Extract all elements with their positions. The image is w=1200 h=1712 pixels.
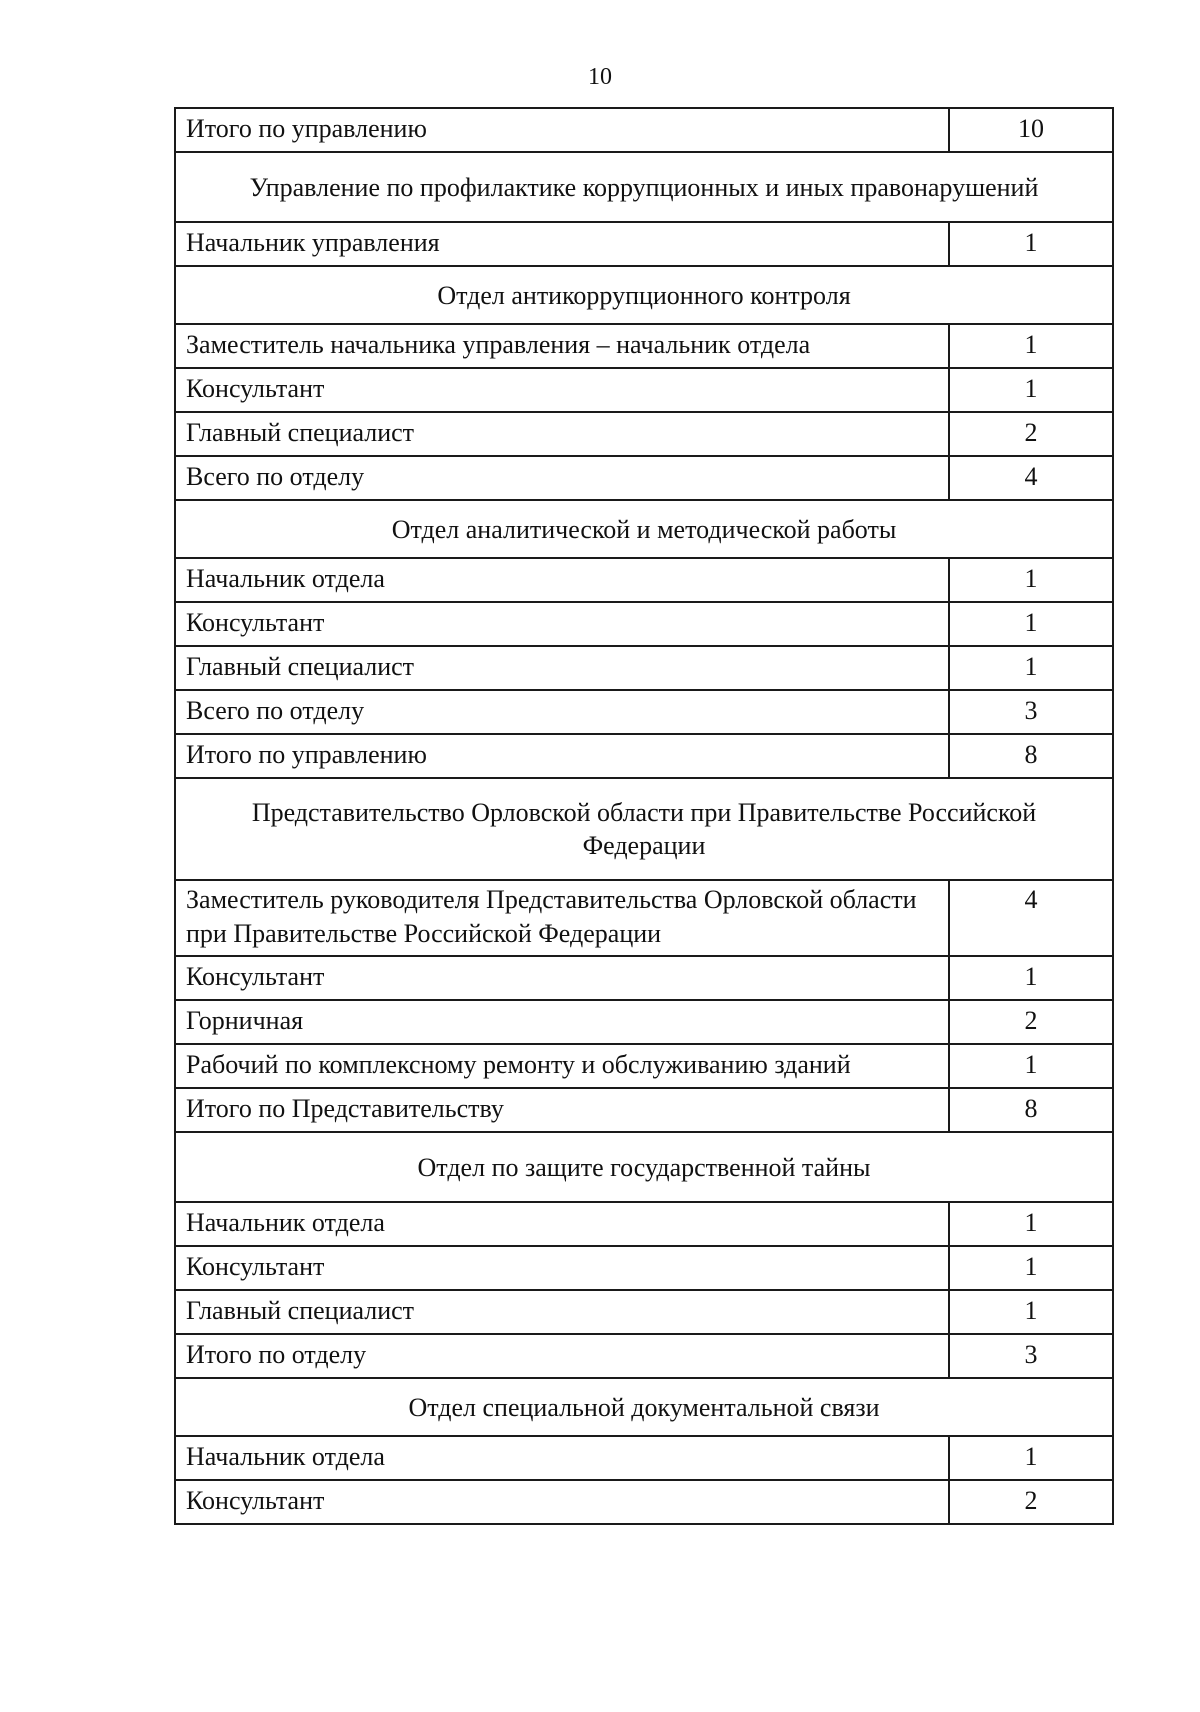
- section-title: Отдел специальной документальной связи: [175, 1378, 1113, 1436]
- position-cell: Консультант: [175, 1246, 949, 1290]
- table-row: [175, 1246, 1113, 1290]
- count-cell: 1: [949, 1436, 1113, 1480]
- table-row: [175, 880, 1113, 956]
- table-row: [175, 1290, 1113, 1334]
- count-cell: 1: [949, 558, 1113, 602]
- count-cell: 1: [949, 222, 1113, 266]
- section-title: Представительство Орловской области при Правительстве Российской Федерации: [175, 778, 1113, 880]
- section-title: Отдел антикоррупционного контроля: [175, 266, 1113, 324]
- count-cell: 1: [949, 1290, 1113, 1334]
- position-cell: Главный специалист: [175, 1290, 949, 1334]
- count-cell: 1: [949, 1202, 1113, 1246]
- count-cell: 4: [949, 456, 1113, 500]
- position-cell: Начальник отдела: [175, 1202, 949, 1246]
- count-cell: 3: [949, 1334, 1113, 1378]
- position-cell: Начальник управления: [175, 222, 949, 266]
- count-cell: 8: [949, 1088, 1113, 1132]
- position-cell: Итого по управлению: [175, 734, 949, 778]
- position-cell: Начальник отдела: [175, 1436, 949, 1480]
- count-cell: 1: [949, 368, 1113, 412]
- position-cell: Всего по отделу: [175, 456, 949, 500]
- section-header-row: [175, 152, 1113, 222]
- staffing-table-body: [175, 108, 1113, 1524]
- position-cell: Начальник отдела: [175, 558, 949, 602]
- position-cell: Всего по отделу: [175, 690, 949, 734]
- table-row: [175, 456, 1113, 500]
- table-row: [175, 1044, 1113, 1088]
- section-header-row: [175, 500, 1113, 558]
- table-row: [175, 222, 1113, 266]
- section-header-row: [175, 1378, 1113, 1436]
- count-cell: 2: [949, 1000, 1113, 1044]
- count-cell: 2: [949, 412, 1113, 456]
- page-number: 10: [588, 64, 612, 90]
- table-row: [175, 646, 1113, 690]
- position-cell: Главный специалист: [175, 646, 949, 690]
- count-cell: 1: [949, 602, 1113, 646]
- count-cell: 3: [949, 690, 1113, 734]
- table-row: [175, 108, 1113, 152]
- count-cell: 1: [949, 1044, 1113, 1088]
- table-row: [175, 602, 1113, 646]
- count-cell: 1: [949, 324, 1113, 368]
- count-cell: 1: [949, 646, 1113, 690]
- position-cell: Рабочий по комплексному ремонту и обслуживанию зданий: [175, 1044, 949, 1088]
- position-cell: Консультант: [175, 368, 949, 412]
- position-cell: Главный специалист: [175, 412, 949, 456]
- section-header-row: [175, 778, 1113, 880]
- position-cell: Заместитель руководителя Представительства Орловской области при Правительстве Российской Федерации: [175, 880, 949, 956]
- count-cell: 1: [949, 956, 1113, 1000]
- section-header-row: [175, 266, 1113, 324]
- table-row: [175, 412, 1113, 456]
- table-row: [175, 734, 1113, 778]
- position-cell: Консультант: [175, 602, 949, 646]
- table-row: [175, 1088, 1113, 1132]
- position-cell: Итого по управлению: [175, 108, 949, 152]
- position-cell: Консультант: [175, 1480, 949, 1524]
- staffing-table: [174, 107, 1114, 1525]
- table-row: [175, 368, 1113, 412]
- table-row: [175, 558, 1113, 602]
- position-cell: Горничная: [175, 1000, 949, 1044]
- section-title: Отдел по защите государственной тайны: [175, 1132, 1113, 1202]
- position-cell: Итого по Представительству: [175, 1088, 949, 1132]
- count-cell: 10: [949, 108, 1113, 152]
- table-row: [175, 1480, 1113, 1524]
- section-title: Отдел аналитической и методической работы: [175, 500, 1113, 558]
- count-cell: 2: [949, 1480, 1113, 1524]
- table-row: [175, 956, 1113, 1000]
- table-row: [175, 1436, 1113, 1480]
- table-row: [175, 1334, 1113, 1378]
- count-cell: 4: [949, 880, 1113, 956]
- section-header-row: [175, 1132, 1113, 1202]
- table-row: [175, 1000, 1113, 1044]
- position-cell: Консультант: [175, 956, 949, 1000]
- table-row: [175, 324, 1113, 368]
- count-cell: 8: [949, 734, 1113, 778]
- table-row: [175, 1202, 1113, 1246]
- position-cell: Итого по отделу: [175, 1334, 949, 1378]
- table-row: [175, 690, 1113, 734]
- position-cell: Заместитель начальника управления – начальник отдела: [175, 324, 949, 368]
- count-cell: 1: [949, 1246, 1113, 1290]
- section-title: Управление по профилактике коррупционных и иных правонарушений: [175, 152, 1113, 222]
